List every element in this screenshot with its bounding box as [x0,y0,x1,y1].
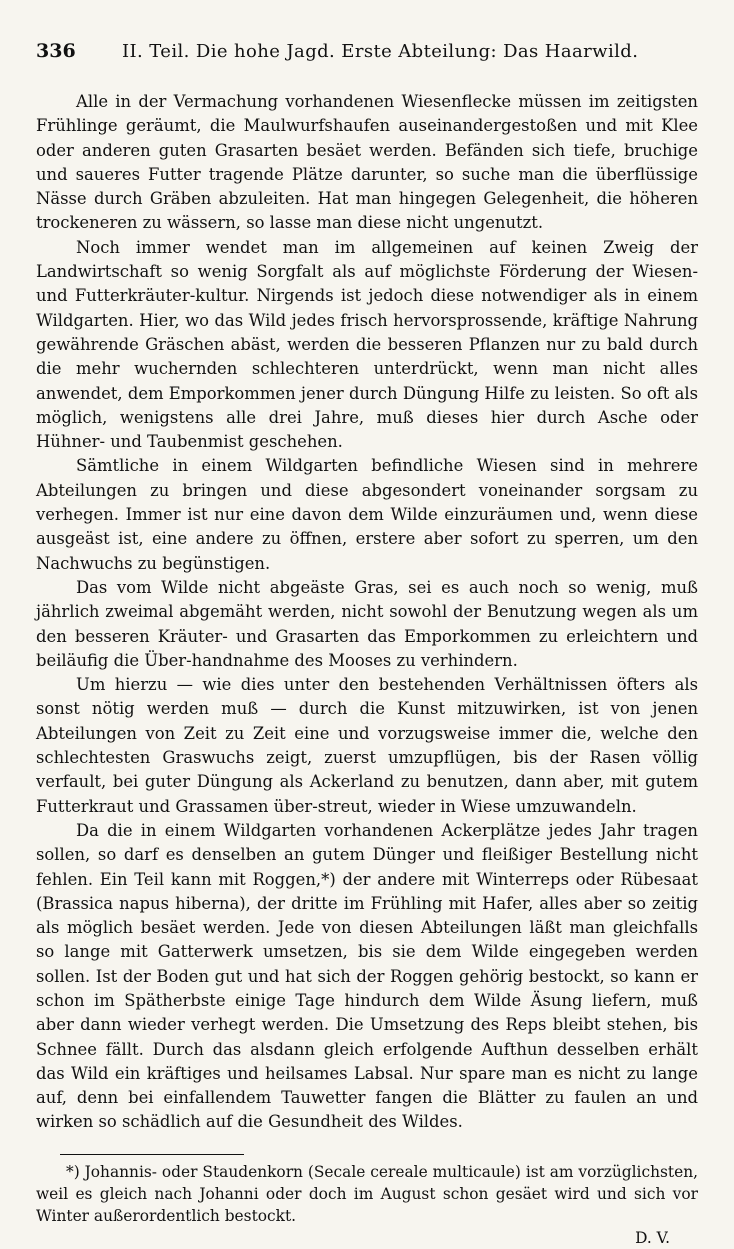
paragraph-meadow-care: Noch immer wendet man im allgemeinen auf keinen Zweig der Landwirtschaft so wenig Sorgfalt als auf möglichste Förderung der Wiesen- und Futterkräuter-kultur. Nirgends ist jedoch diese notwendiger als in einem Wildgarten. Hier, wo das Wild jedes frisch hervorsprossende, kräftige Nahrung gewährende Gräschen abäst, werden die besseren Pflanzen nur zu bald durch die mehr wuchernden schlechteren unterdrückt, wenn man nicht alles anwendet, dem Emporkommen jener durch Düngung Hilfe zu leisten. So oft als möglich, wenigstens alle drei Jahre, muß dieses hier durch Asche oder Hühner- und Taubenmist geschehen. [36,237,698,452]
paragraph-meadow-divisions: Sämtliche in einem Wildgarten befindliche Wiesen sind in mehrere Abteilungen zu bringen und diese abgesondert voneinander sorgsam zu verhegen. Immer ist nur eine davon dem Wilde einzuräumen und, wenn diese ausgeäst ist, eine andere zu öffnen, erstere aber sofort zu sperren, um den Nachwuchs zu begünstigen. [36,456,698,573]
footnote: *) Johannis- oder Staudenkorn (Secale cereale multicaule) ist am vorzüglichsten, weil es gleich nach Johanni oder doch im August schon gesäet wird und sich vor Winter außerordentlich bestockt. [36,1162,698,1225]
body-text [36,90,698,1135]
paragraph-ploughing: Um hierzu — wie dies unter den bestehenden Verhältnissen öfters als sonst nötig werden muß — durch die Kunst mitzuwirken, ist von jenen Abteilungen von Zeit zu Zeit eine und vorzugsweise immer die, welche den schlechtesten Graswuchs zeigt, zuerst umzupflügen, bis der Rasen völlig verfault, bei guter Düngung als Ackerland zu benutzen, dann aber, mit gutem Futterkraut und Grassamen über-streut, wieder in Wiese umzuwandeln. [36,675,698,816]
running-title: II. Teil. Die hohe Jagd. Erste Abteilung: Das Haarwild. [122,41,639,62]
footnote-divider [60,1154,244,1155]
page-header [36,40,698,72]
paragraph-arable-land: Da die in einem Wildgarten vorhandenen Ackerplätze jedes Jahr tragen sollen, so darf es denselben an gutem Dünger und fleißiger Bestellung nicht fehlen. Ein Teil kann mit Roggen,*) der andere mit Winterreps oder Rübesaat (Brassica napus hiberna), der dritte im Frühling mit Hafer, alles aber so zeitig als möglich besäet werden. Jede von diesen Abteilungen läßt man gleichfalls so lange mit Gatterwerk umsetzen, bis sie dem Wilde eingegeben werden sollen. Ist der Boden gut und hat sich der Roggen gehörig bestockt, so kann er schon im Spätherbste einige Tage hindurch dem Wilde Äsung liefern, muß aber dann wieder verhegt werden. Die Umsetzung des Reps bleibt stehen, bis Schnee fällt. Durch das alsdann gleich erfolgende Aufthun desselben erhält das Wild ein kräftiges und heilsames Labsal. Nur spare man es nicht zu lange auf, denn bei einfallendem Tauwetter fangen die Blätter zu faulen an und wirken so schädlich auf die Gesundheit des Wildes. [36,820,698,1132]
paragraph-meadow-clearing: Alle in der Vermachung vorhandenen Wiesenflecke müssen im zeitigsten Frühlinge geräumt, die Maulwurfshaufen auseinandergestoßen und mit Klee oder anderen guten Grasarten besäet werden. Befänden sich tiefe, bruchige und saueres Futter tragende Plätze darunter, so suche man die überflüssige Nässe durch Gräben abzuleiten. Hat man hingegen Gelegenheit, die höheren trockeneren zu wässern, so lasse man diese nicht ungenutzt. [36,92,698,233]
paragraph-mowing: Das vom Wilde nicht abgeäste Gras, sei es auch noch so wenig, muß jährlich zweimal abgemäht werden, nicht sowohl der Benutzung wegen als um den besseren Kräuter- und Grasarten das Emporkommen zu erleichtern und beiläufig die Über-handnahme des Mooses zu verhindern. [36,577,698,670]
footnote-signature: D. V. [635,1228,670,1247]
page-number: 336 [36,40,76,62]
